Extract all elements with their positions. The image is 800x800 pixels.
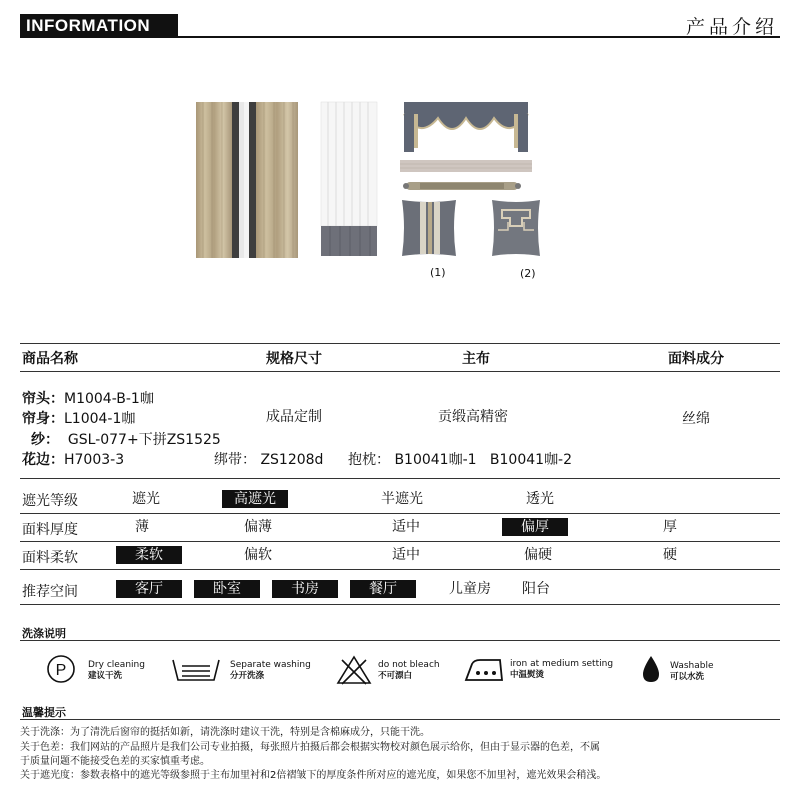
- dry-clean-en: Dry cleaning: [88, 660, 145, 670]
- tie-row: [214, 449, 323, 469]
- section-badge: INFORMATION: [20, 14, 178, 38]
- sheer-label: 纱：: [31, 432, 59, 448]
- attr-line-2: [20, 541, 780, 542]
- pillow-label: 抱枕：: [348, 452, 390, 468]
- attr-line-4: [20, 604, 780, 605]
- softness-option-4: 偏硬: [524, 547, 552, 563]
- shading-option-1: 遮光: [132, 491, 160, 507]
- iron-medium-en: iron at medium setting: [510, 659, 614, 669]
- col-header-spec: 规格尺寸: [266, 351, 322, 367]
- head-label: 帘头：: [22, 391, 64, 407]
- softness-label: 面料柔软: [22, 550, 78, 566]
- head-row: [22, 388, 154, 408]
- washable-icon: [640, 654, 662, 684]
- separate-wash-cn: 分开洗涤: [230, 671, 265, 681]
- section-title: 产品介绍: [685, 16, 778, 38]
- iron-medium-text: [510, 659, 613, 681]
- dry-clean-icon: [46, 654, 76, 684]
- iron-medium-icon: [462, 656, 506, 684]
- tie-label: 绑带：: [214, 452, 256, 468]
- table-top-line: [20, 343, 780, 344]
- shading-option-4: 透光: [526, 491, 554, 507]
- tips-title: 温馨提示: [22, 706, 66, 719]
- space-option-4: 餐厅: [350, 580, 416, 598]
- attr-line-1: [20, 513, 780, 514]
- thickness-option-1: 薄: [135, 519, 149, 535]
- tip-color-diff: 关于色差：我们网站的产品照片是我们公司专业拍摄，每张照片拍摄后都会根据实物校对颜色展示给你，但由于显示器的色差，不属: [20, 742, 600, 753]
- shading-label: 遮光等级: [22, 493, 78, 509]
- trim-row: [22, 449, 124, 469]
- pillow-value-1: B10041咖-1: [394, 452, 477, 468]
- body-label: 帘身：: [22, 411, 64, 427]
- tip-washing: 关于洗涤：为了清洗后窗帘的挺括如新，请洗涤时建议干洗，特别是含棉麻成分，只能干洗。: [20, 727, 430, 738]
- info-bottom-line: [20, 478, 780, 479]
- thickness-option-4: 偏厚: [502, 518, 568, 536]
- softness-option-5: 硬: [663, 547, 677, 563]
- spec-value: 成品定制: [266, 409, 322, 425]
- care-title: 洗涤说明: [22, 627, 66, 640]
- trim-image: [398, 158, 534, 174]
- space-label: 推荐空间: [22, 584, 78, 600]
- separate-wash-text: [230, 660, 311, 682]
- sheer-value: GSL-077+下拼ZS1525: [67, 432, 221, 448]
- head-value: M1004-B-1咖: [64, 391, 154, 407]
- washable-cn: 可以水洗: [670, 672, 705, 682]
- tieback-image: [400, 178, 524, 194]
- trim-label: 花边：: [22, 452, 64, 468]
- washable-text: [670, 661, 714, 683]
- composition-value: 丝绵: [682, 411, 710, 427]
- washable-en: Washable: [670, 661, 714, 671]
- tip-shading: 关于遮光度：参数表格中的遮光等级参照于主布加里衬和2倍褶皱下的厚度条件所对应的遮光度，如果您不加里衬，遮光效果会稍浅。: [20, 770, 607, 781]
- space-option-3: 书房: [272, 580, 338, 598]
- pillow-2-label: (2): [520, 267, 536, 280]
- shading-option-3: 半遮光: [381, 491, 423, 507]
- shading-option-2: 高遮光: [222, 490, 288, 508]
- dry-clean-cn: 建议干洗: [88, 671, 123, 681]
- no-bleach-cn: 不可漂白: [378, 671, 413, 681]
- tip-color-diff-cont: 于质量问题不能接受色差的买家慎重考虑。: [20, 756, 210, 767]
- space-option-5: 儿童房: [449, 581, 491, 597]
- pillow-1-image: [398, 196, 460, 260]
- attr-line-3: [20, 569, 780, 570]
- no-bleach-icon: [336, 654, 372, 686]
- thickness-option-2: 偏薄: [244, 519, 272, 535]
- space-option-2: 卧室: [194, 580, 260, 598]
- no-bleach-en: do not bleach: [378, 660, 440, 670]
- softness-option-1: 柔软: [116, 546, 182, 564]
- thickness-label: 面料厚度: [22, 522, 78, 538]
- iron-medium-cn: 中温熨烫: [510, 670, 545, 680]
- col-header-composition: 面料成分: [668, 351, 724, 367]
- care-line: [20, 640, 780, 641]
- svg-text:P: P: [55, 662, 67, 679]
- valance-image: [400, 100, 534, 156]
- main-curtain-image: [194, 100, 302, 260]
- col-header-name: 商品名称: [22, 351, 78, 367]
- thickness-option-3: 适中: [392, 519, 420, 535]
- main-fabric-value: 贡缎高精密: [438, 409, 508, 425]
- separate-wash-en: Separate washing: [230, 660, 311, 670]
- pillow-2-image: [488, 196, 544, 260]
- thickness-option-5: 厚: [663, 519, 677, 535]
- separate-wash-icon: [170, 656, 222, 684]
- col-header-main-fabric: 主布: [462, 351, 490, 367]
- pillow-value-2: B10041咖-2: [489, 452, 573, 468]
- softness-option-2: 偏软: [244, 547, 272, 563]
- space-option-6: 阳台: [522, 581, 550, 597]
- pillow-1-label: (1): [430, 266, 446, 279]
- no-bleach-text: [378, 660, 440, 682]
- body-row: [22, 408, 135, 428]
- tips-line: [20, 719, 780, 720]
- space-option-1: 客厅: [116, 580, 182, 598]
- pillow-row: [348, 449, 572, 469]
- softness-option-3: 适中: [392, 547, 420, 563]
- header-divider: [20, 36, 780, 38]
- sheer-row: [31, 429, 221, 449]
- trim-value: H7003-3: [64, 452, 125, 468]
- sheer-curtain-image: [318, 100, 380, 260]
- table-header-line: [20, 371, 780, 372]
- tie-value: ZS1208d: [260, 452, 324, 468]
- dry-clean-text: [88, 660, 145, 682]
- body-value: L1004-1咖: [64, 411, 136, 427]
